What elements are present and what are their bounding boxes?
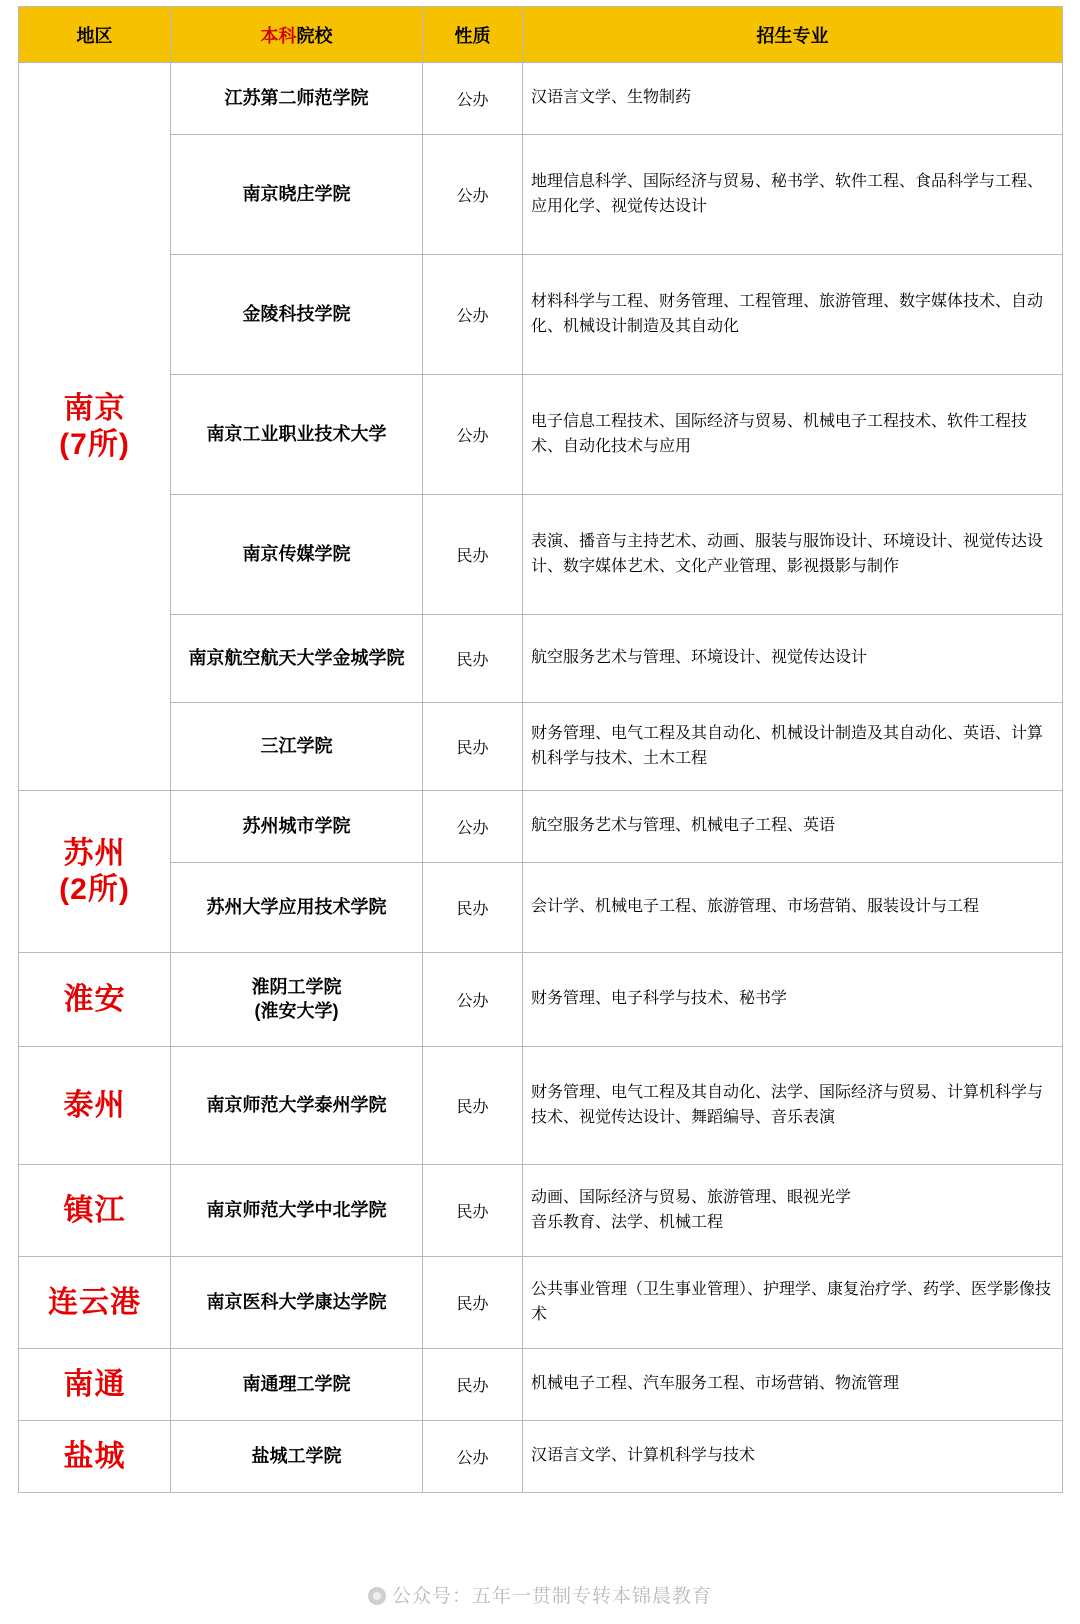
- document-sheet: [0, 6, 1080, 1624]
- school-nature-cell: 公办: [423, 791, 523, 863]
- watermark-text: 公众号：五年一贯制专转本锦晨教育: [391, 1586, 712, 1607]
- majors-cell: 财务管理、电气工程及其自动化、机械设计制造及其自动化、英语、计算机科学与技术、土木工程: [523, 703, 1063, 791]
- school-name-cell: 南京师范大学中北学院: [171, 1165, 423, 1257]
- region-cell: [19, 1047, 171, 1165]
- school-name-cell: 苏州城市学院: [171, 791, 423, 863]
- school-name-cell: 南京工业职业技术大学: [171, 375, 423, 495]
- table-row: [19, 1047, 1063, 1165]
- table-header-row: [19, 7, 1063, 63]
- column-header-school-rest: 院校: [296, 25, 333, 46]
- school-nature-cell: 公办: [423, 953, 523, 1047]
- majors-cell: 动画、国际经济与贸易、旅游管理、眼视光学 音乐教育、法学、机械工程: [523, 1165, 1063, 1257]
- column-header-region: 地区: [19, 7, 171, 63]
- school-nature-cell: 民办: [423, 1047, 523, 1165]
- school-name-cell: 南通理工学院: [171, 1349, 423, 1421]
- school-nature-cell: 民办: [423, 495, 523, 615]
- region-name: 泰州: [63, 1088, 126, 1122]
- majors-cell: 机械电子工程、汽车服务工程、市场营销、物流管理: [523, 1349, 1063, 1421]
- table-header: [19, 7, 1063, 63]
- majors-cell: 汉语言文学、生物制药: [523, 63, 1063, 135]
- majors-cell: 会计学、机械电子工程、旅游管理、市场营销、服装设计与工程: [523, 863, 1063, 953]
- column-header-nature: 性质: [423, 7, 523, 63]
- table-row: [19, 255, 1063, 375]
- school-nature-cell: 公办: [423, 375, 523, 495]
- school-name-cell: 金陵科技学院: [171, 255, 423, 375]
- school-name-cell: 江苏第二师范学院: [171, 63, 423, 135]
- table-row: [19, 615, 1063, 703]
- table-row: [19, 703, 1063, 791]
- column-header-major: 招生专业: [523, 7, 1063, 63]
- region-cell: [19, 63, 171, 791]
- watermark: [0, 1581, 1080, 1608]
- table-row: [19, 1257, 1063, 1349]
- region-cell: [19, 1349, 171, 1421]
- region-count: (7所): [59, 427, 130, 461]
- table-row: [19, 1165, 1063, 1257]
- majors-cell: 财务管理、电子科学与技术、秘书学: [523, 953, 1063, 1047]
- school-nature-cell: 民办: [423, 703, 523, 791]
- school-name-cell: 淮阴工学院 (淮安大学): [171, 953, 423, 1047]
- table-row: [19, 135, 1063, 255]
- school-name-cell: 南京师范大学泰州学院: [171, 1047, 423, 1165]
- admissions-table: [18, 6, 1063, 1493]
- region-name: 苏州: [63, 837, 126, 871]
- table-row: [19, 1421, 1063, 1493]
- region-name: 南京: [63, 392, 126, 426]
- region-cell: [19, 791, 171, 953]
- table-row: [19, 63, 1063, 135]
- table-row: [19, 791, 1063, 863]
- school-nature-cell: 民办: [423, 1349, 523, 1421]
- school-nature-cell: 民办: [423, 863, 523, 953]
- majors-cell: 地理信息科学、国际经济与贸易、秘书学、软件工程、食品科学与工程、应用化学、视觉传达设计: [523, 135, 1063, 255]
- region-name: 淮安: [63, 982, 126, 1016]
- school-name-cell: 三江学院: [171, 703, 423, 791]
- table-row: [19, 375, 1063, 495]
- school-name-cell: 南京航空航天大学金城学院: [171, 615, 423, 703]
- school-nature-cell: 公办: [423, 1421, 523, 1493]
- majors-cell: 财务管理、电气工程及其自动化、法学、国际经济与贸易、计算机科学与技术、视觉传达设计、舞蹈编导、音乐表演: [523, 1047, 1063, 1165]
- school-nature-cell: 民办: [423, 1257, 523, 1349]
- school-name-cell: 苏州大学应用技术学院: [171, 863, 423, 953]
- school-nature-cell: 公办: [423, 63, 523, 135]
- table-body: [19, 63, 1063, 1493]
- majors-cell: 材料科学与工程、财务管理、工程管理、旅游管理、数字媒体技术、自动化、机械设计制造及其自动化: [523, 255, 1063, 375]
- column-header-school-highlight: 本科: [260, 25, 297, 46]
- region-name: 盐城: [63, 1439, 126, 1473]
- school-name-cell: 南京医科大学康达学院: [171, 1257, 423, 1349]
- region-cell: [19, 1257, 171, 1349]
- region-name: 南通: [63, 1367, 126, 1401]
- region-cell: [19, 953, 171, 1047]
- school-name-cell: 盐城工学院: [171, 1421, 423, 1493]
- school-nature-cell: 公办: [423, 255, 523, 375]
- table-row: [19, 953, 1063, 1047]
- region-cell: [19, 1421, 171, 1493]
- region-count: (2所): [59, 872, 130, 906]
- school-nature-cell: 民办: [423, 1165, 523, 1257]
- school-nature-cell: 民办: [423, 615, 523, 703]
- watermark-logo-icon: [368, 1587, 386, 1605]
- majors-cell: 表演、播音与主持艺术、动画、服装与服饰设计、环境设计、视觉传达设计、数字媒体艺术、文化产业管理、影视摄影与制作: [523, 495, 1063, 615]
- majors-cell: 汉语言文学、计算机科学与技术: [523, 1421, 1063, 1493]
- school-name-cell: 南京传媒学院: [171, 495, 423, 615]
- majors-cell: 公共事业管理（卫生事业管理）、护理学、康复治疗学、药学、医学影像技术: [523, 1257, 1063, 1349]
- region-name: 镇江: [63, 1193, 126, 1227]
- majors-cell: 航空服务艺术与管理、机械电子工程、英语: [523, 791, 1063, 863]
- region-name: 连云港: [48, 1285, 141, 1319]
- majors-cell: 航空服务艺术与管理、环境设计、视觉传达设计: [523, 615, 1063, 703]
- column-header-school: [171, 7, 423, 63]
- table-row: [19, 863, 1063, 953]
- school-nature-cell: 公办: [423, 135, 523, 255]
- table-row: [19, 495, 1063, 615]
- region-cell: [19, 1165, 171, 1257]
- school-name-cell: 南京晓庄学院: [171, 135, 423, 255]
- table-row: [19, 1349, 1063, 1421]
- majors-cell: 电子信息工程技术、国际经济与贸易、机械电子工程技术、软件工程技术、自动化技术与应用: [523, 375, 1063, 495]
